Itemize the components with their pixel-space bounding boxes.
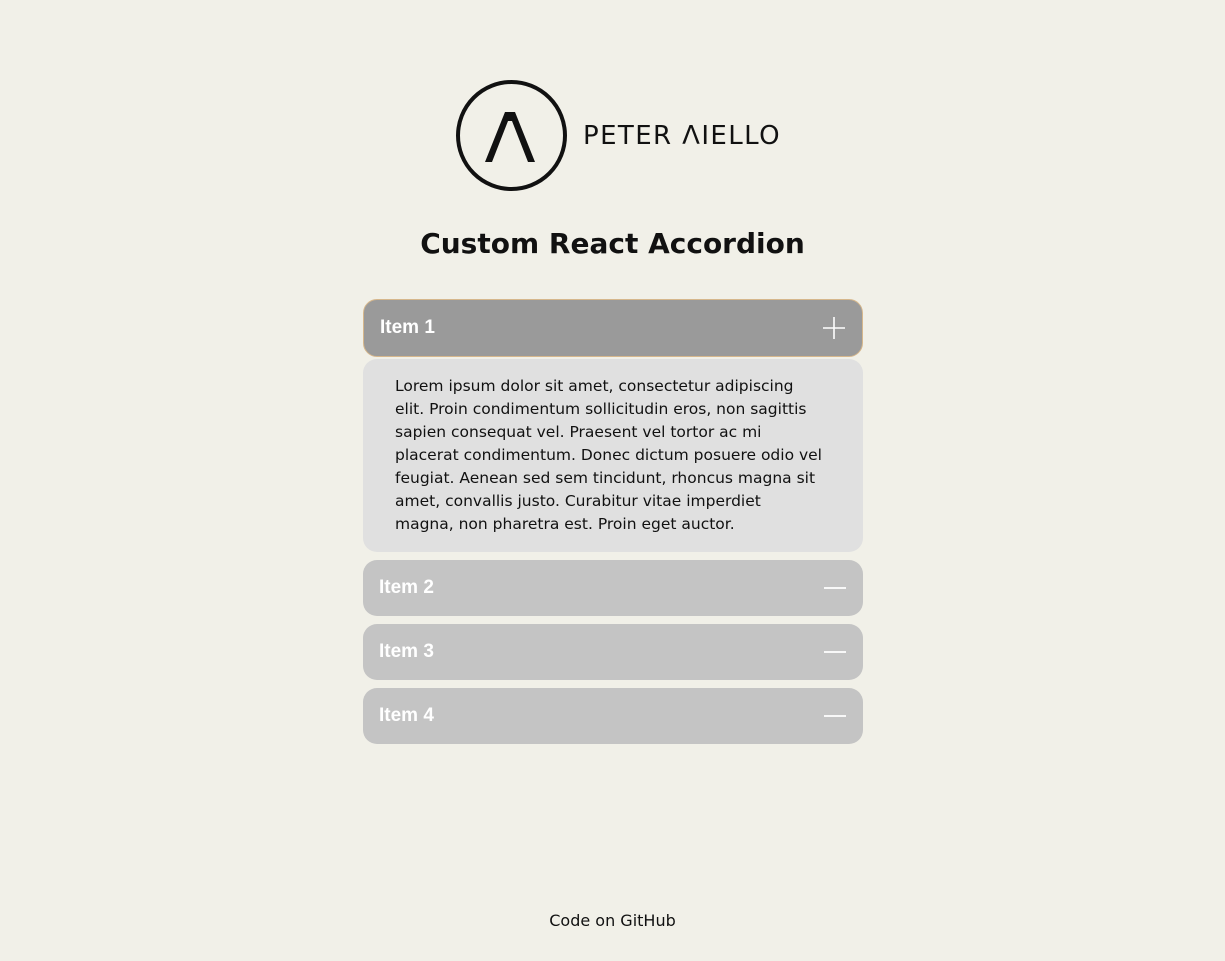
github-link[interactable]: Code on GitHub — [549, 911, 676, 930]
page-title: Custom React Accordion — [420, 227, 805, 260]
minus-icon — [823, 704, 847, 728]
accordion-panel-text: Lorem ipsum dolor sit amet, consectetur adipiscing elit. Proin condimentum sollicitudin eros, non sagittis sapien consequat vel. Praesent vel tortor ac mi placerat condimentum. Donec dictum posuere odio vel feugiat. Aenean sed sem tincidunt, rhoncus magna sit amet, convallis justo. Curabitur vitae imperdiet magna, non pharetra est. Proin eget auctor. — [395, 377, 822, 533]
minus-icon — [823, 640, 847, 664]
accordion-header-item-2[interactable] — [363, 560, 863, 616]
circle-lambda-logo-icon — [455, 79, 568, 192]
accordion-header-item-1[interactable] — [363, 299, 863, 357]
accordion-label: Item 2 — [379, 577, 434, 598]
accordion-header-item-4[interactable] — [363, 688, 863, 744]
accordion-label: Item 3 — [379, 641, 434, 662]
accordion-panel-item-1 — [363, 359, 863, 552]
accordion-label: Item 1 — [380, 317, 435, 338]
brand-name: PETER ΛIELLO — [583, 120, 781, 151]
plus-icon — [822, 316, 846, 340]
minus-icon — [823, 576, 847, 600]
accordion-header-item-3[interactable] — [363, 624, 863, 680]
brand-logo — [455, 78, 785, 193]
accordion-label: Item 4 — [379, 705, 434, 726]
accordion — [363, 299, 863, 744]
footer — [0, 911, 1225, 930]
